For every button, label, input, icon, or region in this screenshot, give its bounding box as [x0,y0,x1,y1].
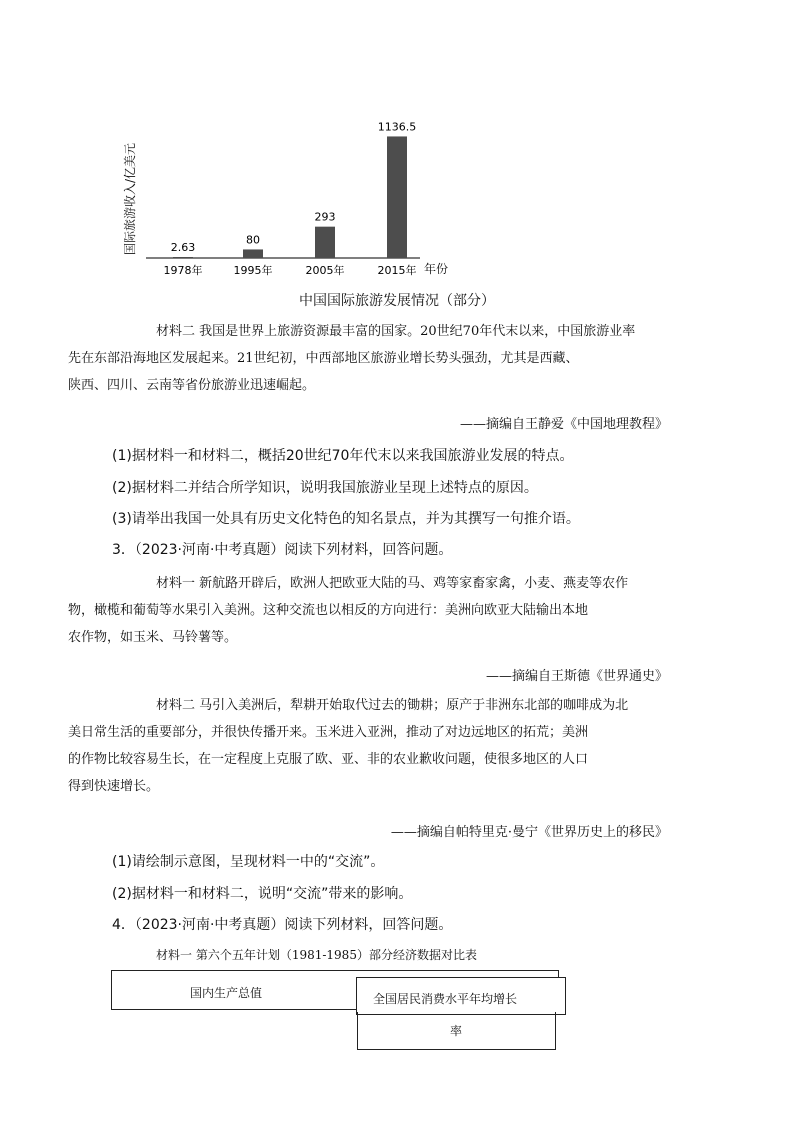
problem4-material1-title: 材料一 第六个五年计划（1981-1985）部分经济数据对比表 [156,948,477,962]
bar-value-label: 2.63 [170,241,196,254]
question-2-2: (2)据材料二并结合所学知识，说明我国旅游业呈现上述特点的原因。 [112,480,538,496]
x-tick-label: 1978年 [163,264,203,277]
problem4-header: 4．（2023·河南·中考真题）阅读下列材料，回答问题。 [112,917,453,933]
x-tick-label: 1995年 [233,264,273,277]
bars-group [164,120,417,277]
bar-chart [110,95,470,295]
table-cell-consumption [356,977,566,1015]
problem3-material2-source: ——摘编自帕特里克·曼宁《世界历史上的移民》 [390,825,668,840]
bar-1995年 [243,249,263,258]
question-2-3: (3)请举出我国一处具有历史文化特色的知名景点，并为其撰写一句推介语。 [112,511,580,527]
p3-m1-line: 物，橄榄和葡萄等水果引入美洲。这种交流也以相反的方向进行：美洲向欧亚大陆输出本地 [68,603,589,618]
material2-paragraph [68,318,682,399]
table-header-consumption-wrap: 率 [450,1024,463,1038]
bar-1978年 [173,257,193,258]
x-axis-label: 年份 [424,262,449,276]
material2-line: 材料二 我国是世界上旅游资源最丰富的国家。20世纪70年代末以来，中国旅游业率 [156,324,636,339]
p3-m2-line: 得到快速增长。 [68,779,160,794]
problem3-material1 [68,570,682,651]
question-3-1: (1)请绘制示意图，呈现材料一中的“交流”。 [112,854,385,870]
bar-2005年 [315,227,335,258]
problem3-material1-source: ——摘编自王斯德《世界通史》 [485,669,668,684]
question-2-1: (1)据材料一和材料二，概括20世纪70年代末以来我国旅游业发展的特点。 [112,448,574,464]
p3-m2-line: 材料二 马引入美洲后，犁耕开始取代过去的锄耕；原产于非洲东北部的咖啡成为北 [156,698,629,713]
table-cell-consumption-wrap [357,1012,556,1050]
problem3-header: 3．（2023·河南·中考真题）阅读下列材料，回答问题。 [112,542,453,558]
p3-m2-line: 美日常生活的重要部分，并很快传播开来。玉米进入亚洲，推动了对边远地区的拓荒；美洲 [68,725,589,740]
chart-caption: 中国国际旅游发展情况（部分） [299,293,495,309]
p3-m1-line: 农作物，如玉米、马铃薯等。 [68,630,238,645]
bar-value-label: 1136.5 [377,120,417,134]
y-axis-label: 国际旅游收入/亿美元 [123,142,137,255]
x-tick-label: 2015年 [377,264,417,277]
p3-m2-line: 的作物比较容易生长，在一定程度上克服了欧、亚、非的农业歉收问题，使很多地区的人口 [68,752,589,767]
material2-source: ——摘编自王静爱《中国地理教程》 [459,417,668,432]
p3-m1-line: 材料一 新航路开辟后，欧洲人把欧亚大陆的马、鸡等家畜家禽，小麦、燕麦等农作 [156,576,629,591]
material2-line: 陕西、四川、云南等省份旅游业迅速崛起。 [68,378,316,393]
bar-value-label: 293 [314,210,336,224]
material2-line: 先在东部沿海地区发展起来。21世纪初，中西部地区旅游业增长势头强劲，尤其是西藏、 [68,351,579,366]
bar-2015年 [387,136,407,258]
table-header-gdp: 国内生产总值 [190,986,263,1000]
table-header-consumption: 全国居民消费水平年均增长 [373,992,518,1006]
bar-value-label: 80 [246,233,260,247]
problem3-material2 [68,692,682,800]
x-tick-label: 2005年 [305,264,345,277]
question-3-2: (2)据材料一和材料二，说明“交流”带来的影响。 [112,886,413,902]
